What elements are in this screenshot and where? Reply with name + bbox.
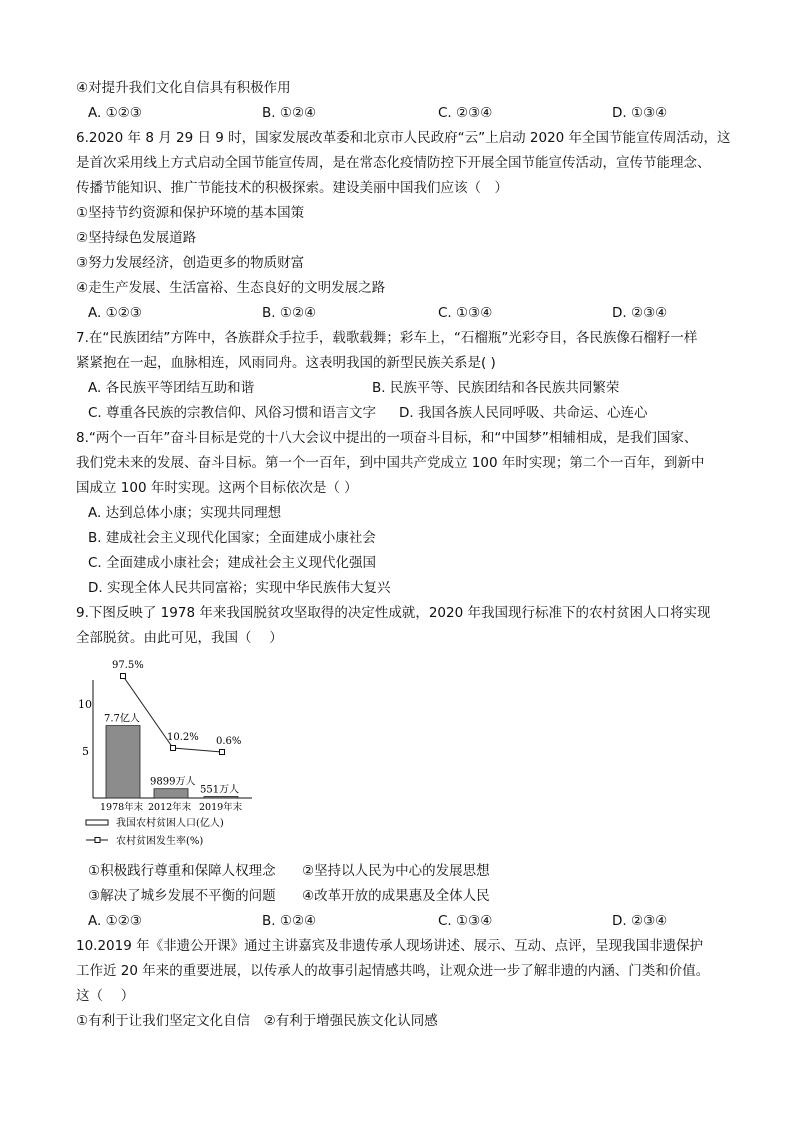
q5-option-b[interactable]: B. ①②④ — [262, 105, 317, 121]
q9-options — [88, 912, 708, 930]
bar-2019年末 — [204, 797, 238, 799]
q8-option-d[interactable]: D. 实现全体人民共同富裕；实现中华民族伟大复兴 — [88, 580, 391, 596]
q9-statement-4: ④改革开放的成果惠及全体人民 — [302, 888, 490, 904]
rate-point-2012年末 — [171, 746, 176, 751]
q9-statement-3: ③解决了城乡发展不平衡的问题 — [88, 888, 276, 904]
q5-statement-4: ④对提升我们文化自信具有积极作用 — [76, 80, 291, 96]
q6-option-a[interactable]: A. ①②③ — [88, 305, 142, 321]
legend-line-label: 农村贫困发生率(%) — [116, 836, 204, 847]
q8-option-c[interactable]: C. 全面建成小康社会；建成社会主义现代化强国 — [88, 555, 377, 571]
legend-bar-label: 我国农村贫困人口(亿人) — [116, 818, 224, 829]
y-tick-label-5: 5 — [82, 745, 89, 758]
q9-stem-line-1: 9.下图反映了 1978 年来我国脱贫攻坚取得的决定性成就，2020 年我国现行标准下的农村贫困人口将实现 — [76, 605, 711, 621]
q7-option-c[interactable]: C. 尊重各民族的宗教信仰、风俗习惯和语言文字 — [88, 405, 377, 421]
q6-stem-line-1: 6.2020 年 8 月 29 日 9 时，国家发展改革委和北京市人民政府“云”上启动 2020 年全国节能宣传周活动，这 — [76, 130, 731, 146]
legend-bar-swatch — [86, 820, 108, 825]
q6-statement-4: ④走生产发展、生活富裕、生态良好的文明发展之路 — [76, 280, 386, 296]
bar-2012年末 — [154, 789, 188, 798]
rate-point-1978年末 — [121, 674, 126, 679]
q9-option-c[interactable]: C. ①③④ — [438, 913, 493, 929]
q6-option-c[interactable]: C. ①③④ — [438, 305, 493, 321]
q8-stem-line-1: 8.“两个一百年”奋斗目标是党的十八大会议中提出的一项奋斗目标，和“中国梦”相辅相成，是我们国家、 — [76, 430, 698, 446]
legend-line-marker — [95, 838, 100, 843]
bar-label-1978年末: 7.7亿人 — [104, 713, 140, 725]
q8-stem-line-2: 我们党未来的发展、奋斗目标。第一个一百年，到中国共产党成立 100 年时实现；第二个一百年，到新中 — [76, 455, 705, 471]
q9-option-d[interactable]: D. ②③④ — [612, 913, 668, 929]
q10-stem-line-3: 这（ ） — [76, 988, 135, 1004]
q9-option-a[interactable]: A. ①②③ — [88, 913, 142, 929]
rate-point-2019年末 — [220, 750, 225, 755]
q9-option-b[interactable]: B. ①②④ — [262, 913, 317, 929]
q5-options — [88, 104, 708, 122]
q6-statement-1: ①坚持节约资源和保护环境的基本国策 — [76, 205, 305, 221]
q6-options — [88, 304, 708, 322]
q10-statements: ①有利于让我们坚定文化自信 ②有利于增强民族文化认同感 — [76, 1013, 438, 1029]
q6-statement-3: ③努力发展经济，创造更多的物质财富 — [76, 255, 305, 271]
q7-option-b[interactable]: B. 民族平等、民族团结和各民族共同繁荣 — [372, 380, 620, 396]
q6-stem-line-2: 是首次采用线上方式启动全国节能宣传周，是在常态化疫情防控下开展全国节能宣传活动，宣传节能理念、 — [76, 155, 711, 171]
q8-option-b[interactable]: B. 建成社会主义现代化国家；全面建成小康社会 — [88, 530, 376, 546]
rate-label-2012年末: 10.2% — [167, 732, 199, 743]
y-tick-label-10: 10 — [78, 698, 92, 711]
q7-stem-line-1: 7.在“民族团结”方阵中，各族群众手拉手，载歌载舞；彩车上，“石榴瓶”光彩夺目，各民族像石榴籽一样 — [76, 330, 698, 346]
q6-statement-2: ②坚持绿色发展道路 — [76, 230, 197, 246]
q6-option-b[interactable]: B. ①②④ — [262, 305, 317, 321]
x-tick-label-1978: 1978年末 — [100, 802, 144, 813]
q6-stem-line-3: 传播节能知识、推广节能技术的积极探索。建设美丽中国我们应该（ ） — [76, 180, 508, 196]
q6-option-d[interactable]: D. ②③④ — [612, 305, 668, 321]
bar-label-2019年末: 551万人 — [200, 784, 240, 796]
poverty-chart — [76, 652, 276, 857]
q10-stem-line-1: 10.2019 年《非遗公开课》通过主讲嘉宾及非遗传承人现场讲述、展示、互动、点评，呈现我国非遗保护 — [76, 938, 704, 954]
bar-label-2012年末: 9899万人 — [150, 776, 196, 788]
rate-label-2019年末: 0.6% — [216, 736, 242, 747]
x-tick-label-2012: 2012年末 — [148, 802, 192, 813]
q10-stem-line-2: 工作近 20 年来的重要进展，以传承人的故事引起情感共鸣，让观众进一步了解非遗的内涵、门类和价值。 — [76, 963, 710, 979]
q5-option-a[interactable]: A. ①②③ — [88, 105, 142, 121]
bar-1978年末 — [106, 726, 140, 798]
q8-stem-line-3: 国成立 100 年时实现。这两个目标依次是（ ） — [76, 480, 358, 496]
q7-option-d[interactable]: D. 我国各族人民同呼吸、共命运、心连心 — [399, 405, 648, 421]
rate-label-1978年末: 97.5% — [112, 660, 144, 671]
q9-statement-1: ①积极践行尊重和保障人权理念 — [88, 863, 276, 879]
q8-option-a[interactable]: A. 达到总体小康；实现共同理想 — [88, 505, 282, 521]
x-tick-label-2019: 2019年末 — [199, 802, 243, 813]
q9-statement-2: ②坚持以人民为中心的发展思想 — [302, 863, 490, 879]
q7-stem-line-2: 紧紧抱在一起，血脉相连，风雨同舟。这表明我国的新型民族关系是( ) — [76, 355, 496, 371]
q5-option-d[interactable]: D. ①③④ — [612, 105, 668, 121]
q9-stem-line-2: 全部脱贫。由此可见，我国（ ） — [76, 630, 283, 646]
q5-option-c[interactable]: C. ②③④ — [438, 105, 493, 121]
q7-option-a[interactable]: A. 各民族平等团结互助和谐 — [88, 380, 255, 396]
